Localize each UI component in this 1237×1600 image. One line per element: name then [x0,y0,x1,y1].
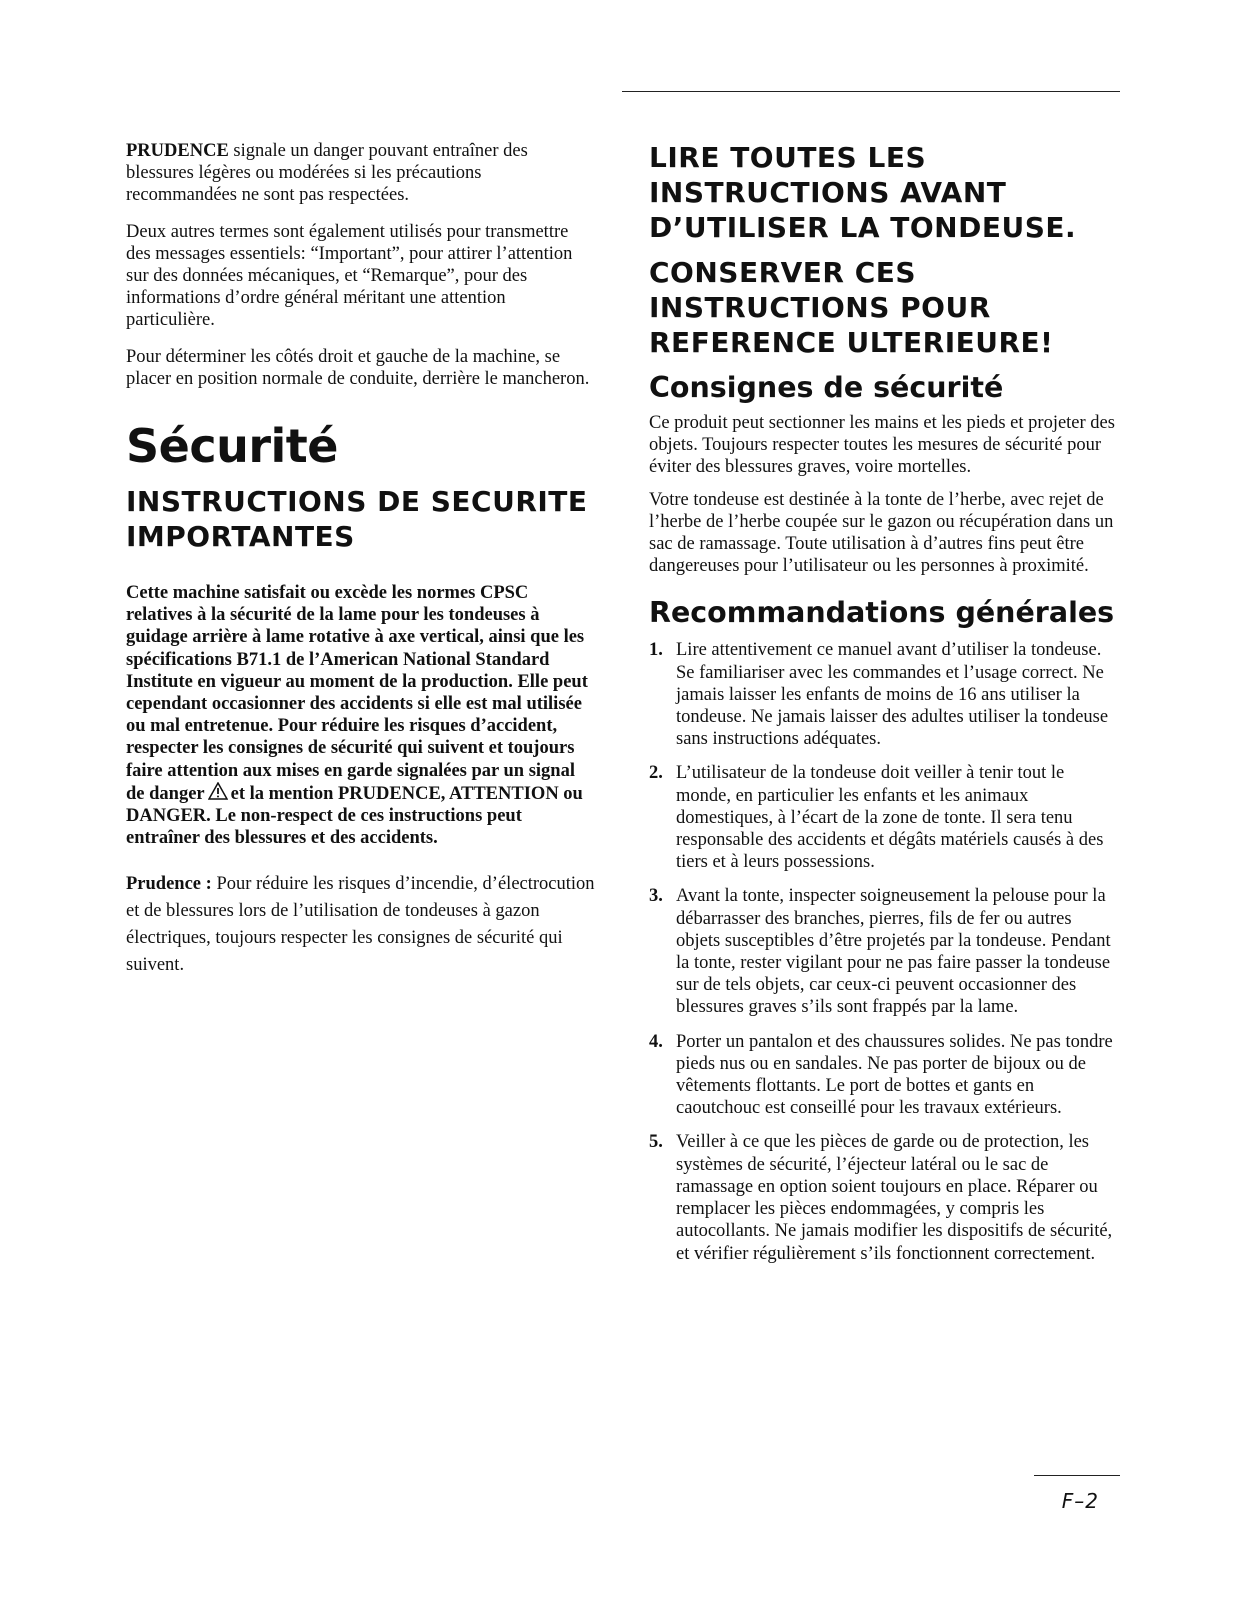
top-rule [622,91,1120,92]
list-item-number: 4. [649,1031,663,1052]
list-item-text: Avant la tonte, inspecter soigneusement la pelouse pour la débarrasser des branches, pierres, fils de fer ou autres objets susceptibles d’être projetés par la tondeuse. Pendant la tonte, rester vigilant pour ne pas faire passer la tondeuse sur de tels objets, car ceux-ci peuvent occasionner des blessures graves s’ils sont frappés par la lame. [676,886,1111,1018]
safety-rules-paragraph-1: Ce produit peut sectionner les mains et les pieds et projeter des objets. Toujours respecter toutes les mesures de sécurité pour éviter des blessures graves, voire mortelles. [649,413,1115,478]
keep-instructions-heading: CONSERVER CES INSTRUCTIONS POUR REFERENCE ULTERIEURE! [649,256,1054,359]
electric-prudence-paragraph [126,871,596,979]
left-column [126,140,596,979]
general-recommendations-heading: Recommandations générales [649,596,1115,630]
list-item-number: 1. [649,640,663,661]
list-item-text: Porter un pantalon et des chaussures solides. Ne pas tondre pieds nus ou en sandales. Ne pas porter de bijoux ou de vêtements flottants. Le port de bottes et gants en caoutchouc est conseillé pour les travaux extérieurs. [676,1031,1113,1119]
page-title: Sécurité [126,419,338,474]
important-instructions-heading: INSTRUCTIONS DE SECURITE IMPORTANTES [126,485,588,554]
terms-paragraph: Deux autres termes sont également utilisés pour transmettre des messages essentiels: “Important”, pour attirer l’attention sur des données mécaniques, et “Remarque”, pour des informations d’ordre général méritant une attention particulière. [126,221,573,331]
list-item-text: Veiller à ce que les pièces de garde ou de protection, les systèmes de sécurité, l’éjecteur latéral ou le sac de ramassage en option soient toujours en place. Réparer ou remplacer les pièces endommagées, y compris les autocollants. Ne jamais modifier les dispositifs de sécurité, et vérifier régulièrement s’ils fonctionnent correctement. [676,1132,1113,1264]
list-item [649,639,1119,750]
read-instructions-heading: LIRE TOUTES LES INSTRUCTIONS AVANT D’UTILISER LA TONDEUSE. [649,141,1077,244]
list-item [649,1031,1119,1120]
prudence-label: PRUDENCE [126,141,229,161]
prudence-text: signale un danger pouvant entraîner des blessures légères ou modérées si les précautions recommandées ne sont pas respectées. [126,141,528,206]
recommendations-list [649,639,1119,1264]
page-number: F–2 [1061,1489,1099,1513]
list-item [649,1131,1119,1264]
list-item-number: 2. [649,763,663,784]
prudence-definition [126,140,596,207]
prudence-caution-label: Prudence : [126,874,212,895]
footer-rule [1034,1475,1120,1476]
orientation-paragraph: Pour déterminer les côtés droit et gauche de la machine, se placer en position normale de conduite, derrière le mancheron. [126,346,590,389]
list-item-text: L’utilisateur de la tondeuse doit veiller à tenir tout le monde, en particulier les enfants et les animaux domestiques, à l’écart de la zone de tonte. Il sera tenu responsable des accidents et dégâts matériels causés à des tiers et à leurs possessions. [676,763,1104,873]
warning-triangle-icon [208,782,228,800]
list-item-number: 3. [649,886,663,907]
list-item [649,885,1119,1018]
safety-rules-paragraph-2: Votre tondeuse est destinée à la tonte de l’herbe, avec rejet de l’herbe de l’herbe coupée sur le gazon ou récupération dans un sac de ramassage. Toute utilisation à d’autres fins peut être dangereuses pour l’utilisateur ou les personnes à proximité. [649,489,1114,577]
list-item-number: 5. [649,1132,663,1153]
prudence-caution-text: Pour réduire les risques d’incendie, d’électrocution et de blessures lors de l’utilisation de tondeuses à gazon électriques, toujours respecter les consignes de sécurité qui suivent. [126,874,595,976]
list-item-text: Lire attentivement ce manuel avant d’utiliser la tondeuse. Se familiariser avec les commandes et l’usage correct. Ne jamais laisser les enfants de moins de 16 ans utiliser la tondeuse. Ne jamais laisser des adultes utiliser la tondeuse sans instructions adéquates. [676,640,1109,750]
compliance-paragraph [126,582,596,849]
compliance-text-part2: et la mention PRUDENCE, ATTENTION ou DANGER. Le non-respect de ces instructions peut entraîner des blessures et des accidents. [126,783,583,849]
safety-rules-heading: Consignes de sécurité [649,371,1004,404]
list-item [649,762,1119,873]
right-column [649,140,1119,1277]
compliance-text-part1: Cette machine satisfait ou excède les normes CPSC relatives à la sécurité de la lame pour les tondeuses à guidage arrière à lame rotative à axe vertical, ainsi que les spécifications B71.1 de l’American National Standard Institute en vigueur au moment de la production. Elle peut cependant occasionner des accidents si elle est mal utilisée ou mal entretenue. Pour réduire les risques d’accident, respecter les consignes de sécurité qui suivent et toujours faire attention aux mises en garde signalées par un signal de danger [126,583,588,804]
